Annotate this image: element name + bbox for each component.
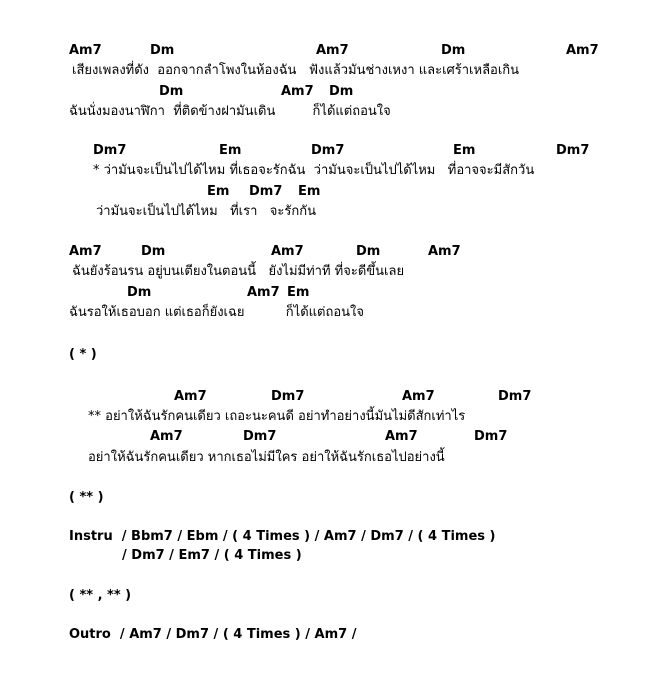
verse1-lyric-line-2: ฉันนั่งมองนาฬิกา ที่ติดข้างฝามันเดิน ก็ได้แต่ถอนใจ	[69, 104, 391, 119]
chord: Dm7	[93, 143, 127, 158]
chord: Dm	[150, 43, 175, 58]
chord: Am7	[69, 43, 102, 58]
repeat-marker: ( ** )	[69, 490, 104, 505]
chord: Dm	[356, 244, 381, 259]
verse2-lyric-line-1: ฉันยังร้อนรน อยู่บนเตียงในตอนนี้ ยังไม่มีท่าที ที่จะดีขึ้นเลย	[72, 264, 405, 279]
chord: Am7	[316, 43, 349, 58]
chorus1-chord-line-1	[0, 142, 670, 160]
verse1-chord-line-1	[0, 42, 670, 60]
verse2-chord-line-1	[0, 243, 670, 261]
chord: Dm	[441, 43, 466, 58]
chord: Em	[207, 184, 230, 199]
chord: Am7	[281, 84, 314, 99]
chord: Dm	[329, 84, 354, 99]
chord: Am7	[402, 389, 435, 404]
chord: Am7	[428, 244, 461, 259]
chorus2-chord-line-1	[0, 388, 670, 406]
chord: Am7	[566, 43, 599, 58]
chord: Dm7	[271, 389, 305, 404]
chord: Am7	[271, 244, 304, 259]
chord: Dm7	[498, 389, 532, 404]
chord: Am7	[385, 429, 418, 444]
chord: Dm7	[311, 143, 345, 158]
verse1-chord-line-2	[0, 83, 670, 101]
chord: Em	[287, 285, 310, 300]
chorus1-lyric-line-2: ว่ามันจะเป็นไปได้ไหม ที่เรา จะรักกัน	[96, 204, 316, 219]
verse2-chord-line-2	[0, 284, 670, 302]
chord: Am7	[247, 285, 280, 300]
chord: Dm7	[249, 184, 283, 199]
outro-line: Outro / Am7 / Dm7 / ( 4 Times ) / Am7 /	[69, 627, 357, 642]
chorus2-chord-line-2	[0, 428, 670, 446]
chord: Dm	[127, 285, 152, 300]
chord: Dm7	[556, 143, 590, 158]
instrumental-line-1: Instru / Bbm7 / Ebm / ( 4 Times ) / Am7 / Dm7 / ( 4 Times )	[69, 529, 496, 544]
chorus2-lyric-line-1: ** อย่าให้ฉันรักคนเดียว เถอะนะคนดี อย่าทำอย่างนี้มันไม่ดีสักเท่าไร	[88, 409, 466, 424]
chord: Dm7	[243, 429, 277, 444]
chorus2-lyric-line-2: อย่าให้ฉันรักคนเดียว หากเธอไม่มีใคร อย่าให้ฉันรักเธอไปอย่างนี้	[88, 450, 445, 465]
verse2-lyric-line-2: ฉันรอให้เธอบอก แต่เธอก็ยังเฉย ก็ได้แต่ถอนใจ	[69, 305, 364, 320]
repeat-marker: ( ** , ** )	[69, 588, 132, 603]
chord: Em	[219, 143, 242, 158]
chord: Dm	[141, 244, 166, 259]
chord: Am7	[69, 244, 102, 259]
chord: Dm	[159, 84, 184, 99]
chorus1-lyric-line-1: * ว่ามันจะเป็นไปได้ไหม ที่เธอจะรักฉัน ว่ามันจะเป็นไปได้ไหม ที่อาจจะมีสักวัน	[93, 163, 535, 178]
chord: Dm7	[474, 429, 508, 444]
chord: Em	[453, 143, 476, 158]
verse1-lyric-line-1: เสียงเพลงที่ดัง ออกจากลำโพงในห้องฉัน ฟังแล้วมันช่างเหงา และเศร้าเหลือเกิน	[72, 63, 520, 78]
instrumental-line-2: / Dm7 / Em7 / ( 4 Times )	[122, 548, 302, 563]
repeat-marker: ( * )	[69, 347, 97, 362]
chord: Am7	[174, 389, 207, 404]
chord: Am7	[150, 429, 183, 444]
chorus1-chord-line-2	[0, 183, 670, 201]
chord: Em	[298, 184, 321, 199]
